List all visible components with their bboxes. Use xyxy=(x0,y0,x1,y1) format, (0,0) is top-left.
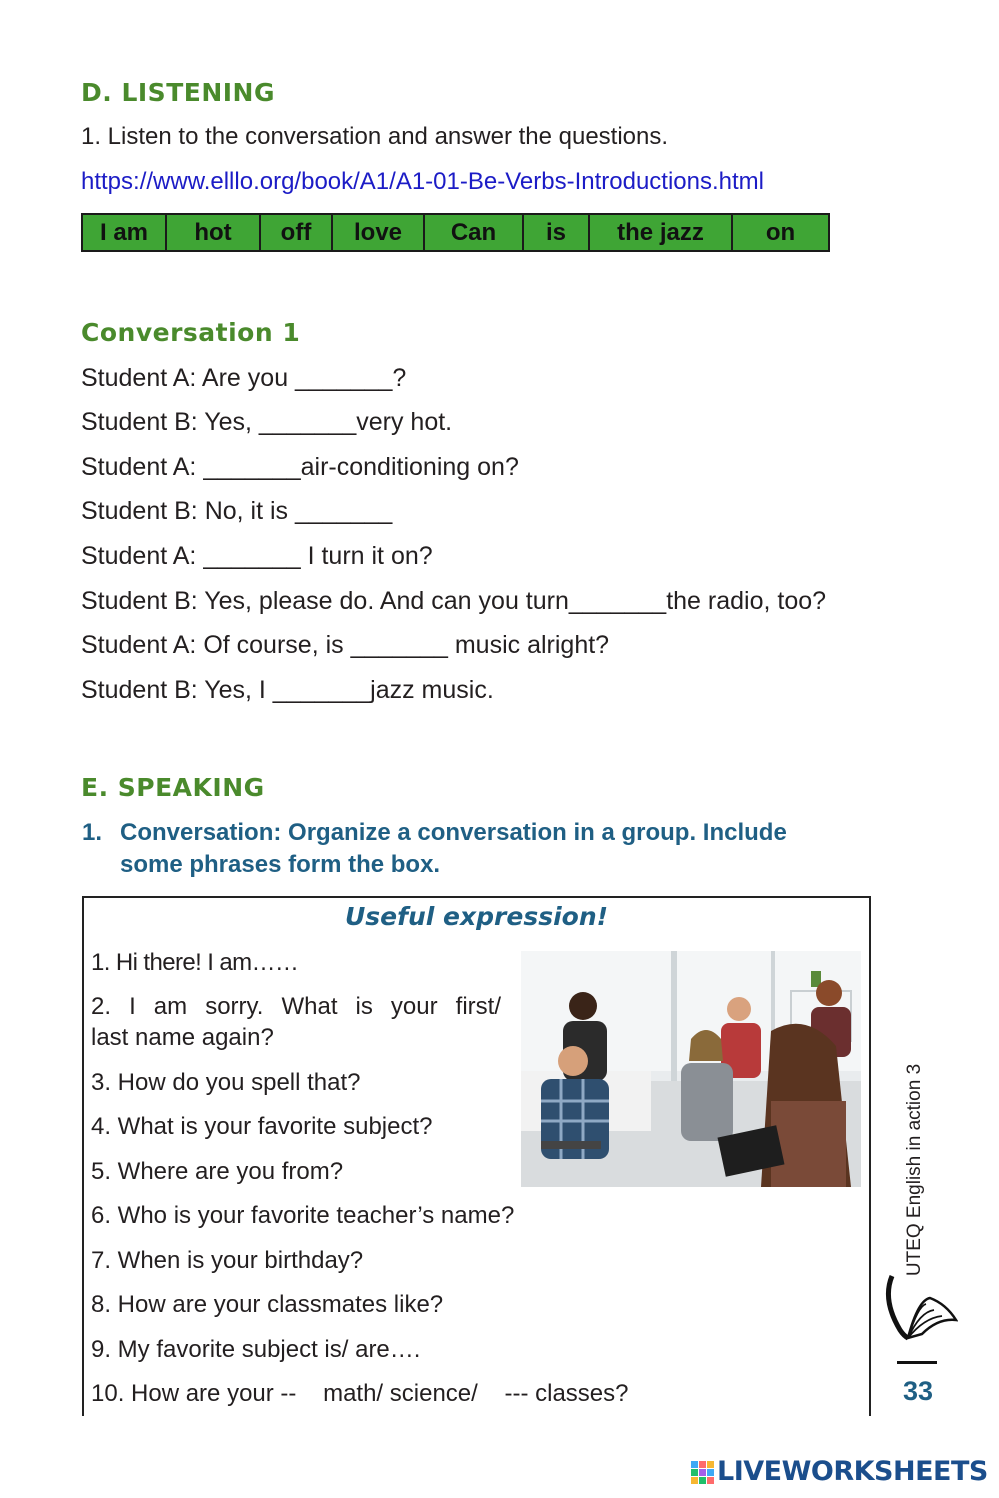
conversation-line: Student B: Yes, please do. And can you turn_______the radio, too? xyxy=(81,587,827,615)
expression-item: 3. How do you spell that? xyxy=(91,1069,361,1096)
conversation-line: Student B: Yes, _______very hot. xyxy=(81,408,453,436)
word-bank-item: hot xyxy=(167,215,261,250)
expression-item: 8. How are your classmates like? xyxy=(91,1291,444,1318)
expression-item: 1. Hi there! I am…… xyxy=(91,949,299,976)
word-bank-item: love xyxy=(333,215,425,250)
group-discussion-photo xyxy=(521,951,861,1187)
expression-item: 10. How are your -- math/ science/ --- classes? xyxy=(91,1380,629,1407)
conversation-line: Student A: _______ I turn it on? xyxy=(81,542,433,570)
task-instruction-line2: some phrases form the box. xyxy=(120,851,441,878)
word-bank-item: Can xyxy=(425,215,524,250)
task-number: 1. xyxy=(82,819,103,846)
conversation-heading: Conversation 1 xyxy=(81,318,301,347)
liveworksheets-logo-icon xyxy=(691,1461,715,1485)
expression-item: 9. My favorite subject is/ are…. xyxy=(91,1336,421,1363)
expression-item: 4. What is your favorite subject? xyxy=(91,1113,433,1140)
expression-item: 5. Where are you from? xyxy=(91,1158,344,1185)
side-book-title: UTEQ English in action 3 xyxy=(904,1063,925,1277)
word-bank-item: off xyxy=(261,215,333,250)
word-bank-item: I am xyxy=(83,215,167,250)
expression-item: 7. When is your birthday? xyxy=(91,1247,364,1274)
expression-item: 2. I am sorry. What is your first/ xyxy=(91,993,501,1020)
conversation-line: Student A: _______air-conditioning on? xyxy=(81,453,519,481)
conversation-line: Student B: Yes, I _______jazz music. xyxy=(81,676,494,704)
word-bank xyxy=(81,213,830,252)
page-number: 33 xyxy=(902,1376,934,1406)
word-bank-item: is xyxy=(524,215,590,250)
word-bank-item: on xyxy=(765,218,796,246)
box-title: Useful expression! xyxy=(344,902,609,931)
task-instruction-line1: Conversation: Organize a conversation in a group. Include xyxy=(120,819,787,846)
expression-item: last name again? xyxy=(91,1024,274,1051)
conversation-line: Student A: Of course, is _______ music alright? xyxy=(81,631,610,659)
liveworksheets-brand[interactable]: LIVEWORKSHEETS xyxy=(717,1456,988,1487)
expression-item: 6. Who is your favorite teacher’s name? xyxy=(91,1202,515,1229)
page-number-rule xyxy=(897,1361,937,1364)
listening-instruction: 1. Listen to the conversation and answer the questions. xyxy=(81,123,669,150)
book-icon xyxy=(878,1270,958,1350)
listening-url-link[interactable]: https://www.elllo.org/book/A1/A1-01-Be-Verbs-Introductions.html xyxy=(81,168,764,195)
section-heading-speaking: E. SPEAKING xyxy=(81,773,265,802)
word-bank-item: the jazz xyxy=(590,215,733,250)
conversation-line: Student B: No, it is _______ xyxy=(81,497,393,525)
section-heading-listening: D. LISTENING xyxy=(81,78,275,107)
conversation-line: Student A: Are you _______? xyxy=(81,364,407,392)
